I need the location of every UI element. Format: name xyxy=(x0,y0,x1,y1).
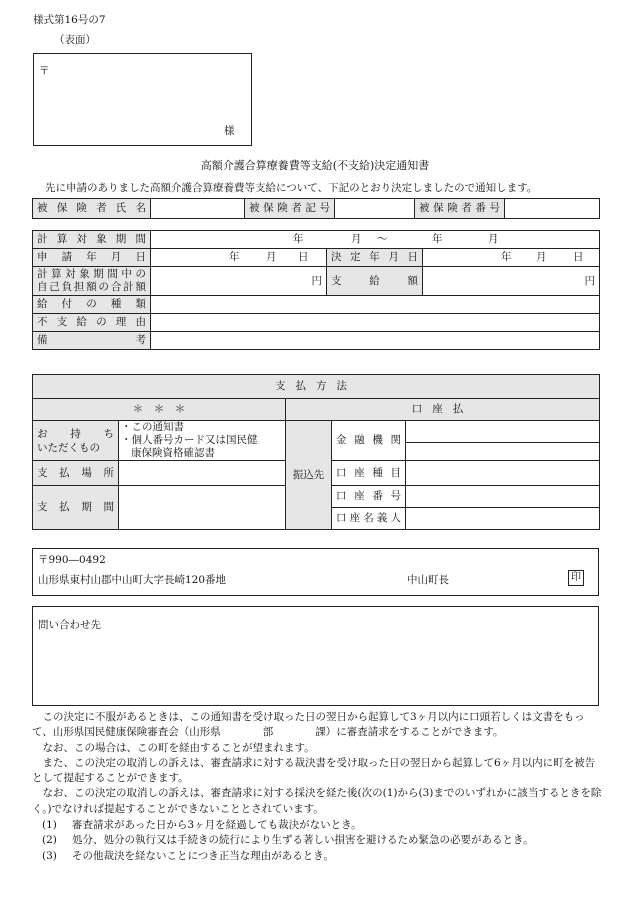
intro-text: 先に申請のありました高額介護合算療養費等支給について、下記のとおり決定しましたので通知します。 xyxy=(45,182,538,194)
bring-item: ・個人番号カード又は国民健 xyxy=(121,434,258,446)
total-copay-label: 計算対象期間中の 自己負担額の合計額 xyxy=(33,267,151,296)
pay-amount-value: 円 xyxy=(423,267,600,296)
postal-mark: 〒 xyxy=(39,65,50,77)
pay-amount-label: 支給額 xyxy=(327,267,423,296)
apply-date-label: 申請年月日 xyxy=(33,249,151,267)
total-copay-value: 円 xyxy=(151,267,327,296)
insured-symbol-value xyxy=(335,199,415,219)
document-title: 高額介護合算療養費等支給(不支給)決定通知書 xyxy=(200,159,430,172)
form-number: 様式第16号の7 xyxy=(33,14,106,26)
account-type-value xyxy=(406,461,600,486)
payment-period-label: 支払期間 xyxy=(33,486,119,530)
note-paragraph: なお、この決定の取消しの訴えは、審査請求に対する採決を経た後(次の(1)から(3)までのいずれかに該当するときを除く。)でなければ提起することができないこととされています。 xyxy=(32,787,602,815)
sender-address: 山形県東村山郡中山町大字長崎120番地 xyxy=(38,574,227,586)
remarks-label: 備考 xyxy=(33,332,151,350)
calc-period-label: 計算対象期間 xyxy=(33,231,151,249)
seal-mark: 印 xyxy=(568,570,584,586)
payment-period-value xyxy=(119,486,286,530)
sender-mayor: 中山町長 xyxy=(407,574,449,586)
side-label: （表面） xyxy=(54,34,96,46)
exception-list xyxy=(32,818,602,864)
contact-box xyxy=(32,606,599,706)
account-holder-value xyxy=(406,508,600,530)
address-box xyxy=(33,53,252,146)
bring-item: ・この通知書 xyxy=(121,421,184,433)
benefit-type-label: 給付の種類 xyxy=(33,296,151,314)
exception-item: (3) その他裁決を経ないことにつき正当な理由があるとき。 xyxy=(42,849,334,862)
payment-place-label: 支払場所 xyxy=(33,461,119,486)
bring-items-list xyxy=(119,421,286,461)
transfer-destination-label: 振込先 xyxy=(286,421,332,530)
note-paragraph: この決定に不服があるときは、この通知書を受け取った日の翌日から起算して3ヶ月以内に口頭若しくは文書をもって、山形県国民健康保険審査会（山形県 部 課）に審査請求をすることができます。 xyxy=(32,711,585,739)
note-paragraph: また、この決定の取消しの訴えは、審査請求に対する裁決書を受け取った日の翌日から起算して6ヶ月以内に町を被告として提起することができます。 xyxy=(32,756,596,785)
note-paragraph: なお、この場合は、この町を経由することが望まれます。 xyxy=(42,741,315,754)
decision-date-value: 年 月 日 xyxy=(423,249,600,267)
contact-label: 問い合わせ先 xyxy=(38,619,101,631)
decision-date-label: 決定年月日 xyxy=(327,249,423,267)
exception-item: (1) 審査請求があった日から3ヶ月を経過しても裁決がないとき。 xyxy=(42,819,362,831)
insured-name-value xyxy=(151,199,245,219)
non-pay-reason-label: 不支給の理由 xyxy=(33,314,151,332)
calc-period-value: 年 月 ～ 年 月 xyxy=(151,231,600,249)
sender-box xyxy=(32,548,599,596)
bring-items-label: お持ち いただくもの xyxy=(33,421,119,461)
payment-place-value xyxy=(119,461,286,486)
account-number-label: 口座番号 xyxy=(332,486,406,508)
payment-method-header: 支払方法 xyxy=(33,375,600,399)
insured-symbol-label: 被保険者記号 xyxy=(245,199,335,219)
payment-method-table xyxy=(32,374,600,530)
insured-number-value xyxy=(505,199,600,219)
insured-name-label: 被保険者氏名 xyxy=(33,199,151,219)
apply-date-value: 年 月 日 xyxy=(151,249,327,267)
remarks-value xyxy=(151,332,600,350)
bank-value xyxy=(406,421,600,443)
insured-number-label: 被保険者番号 xyxy=(415,199,505,219)
exception-item: (2) 処分、処分の執行又は手続きの続行により生ずる著しい損害を避けるため緊急の必要があるとき。 xyxy=(42,834,534,847)
appeal-notes xyxy=(32,710,602,817)
bring-item: 康保険資格確認書 xyxy=(131,447,215,459)
transfer-payment-header: 口座払 xyxy=(286,399,600,421)
account-holder-label: 口座名義人 xyxy=(332,508,406,530)
benefit-type-value xyxy=(151,296,600,314)
decision-details-table xyxy=(32,230,600,350)
account-type-label: 口座種目 xyxy=(332,461,406,486)
account-number-value xyxy=(406,486,600,508)
honorific: 様 xyxy=(224,125,235,137)
bank-branch-value xyxy=(406,443,600,461)
sender-postal: 〒990―0492 xyxy=(38,554,106,566)
bank-label: 金融機関 xyxy=(332,421,406,461)
cash-payment-header: ＊ ＊ ＊ xyxy=(33,399,286,421)
non-pay-reason-value xyxy=(151,314,600,332)
insured-id-table xyxy=(32,198,600,219)
